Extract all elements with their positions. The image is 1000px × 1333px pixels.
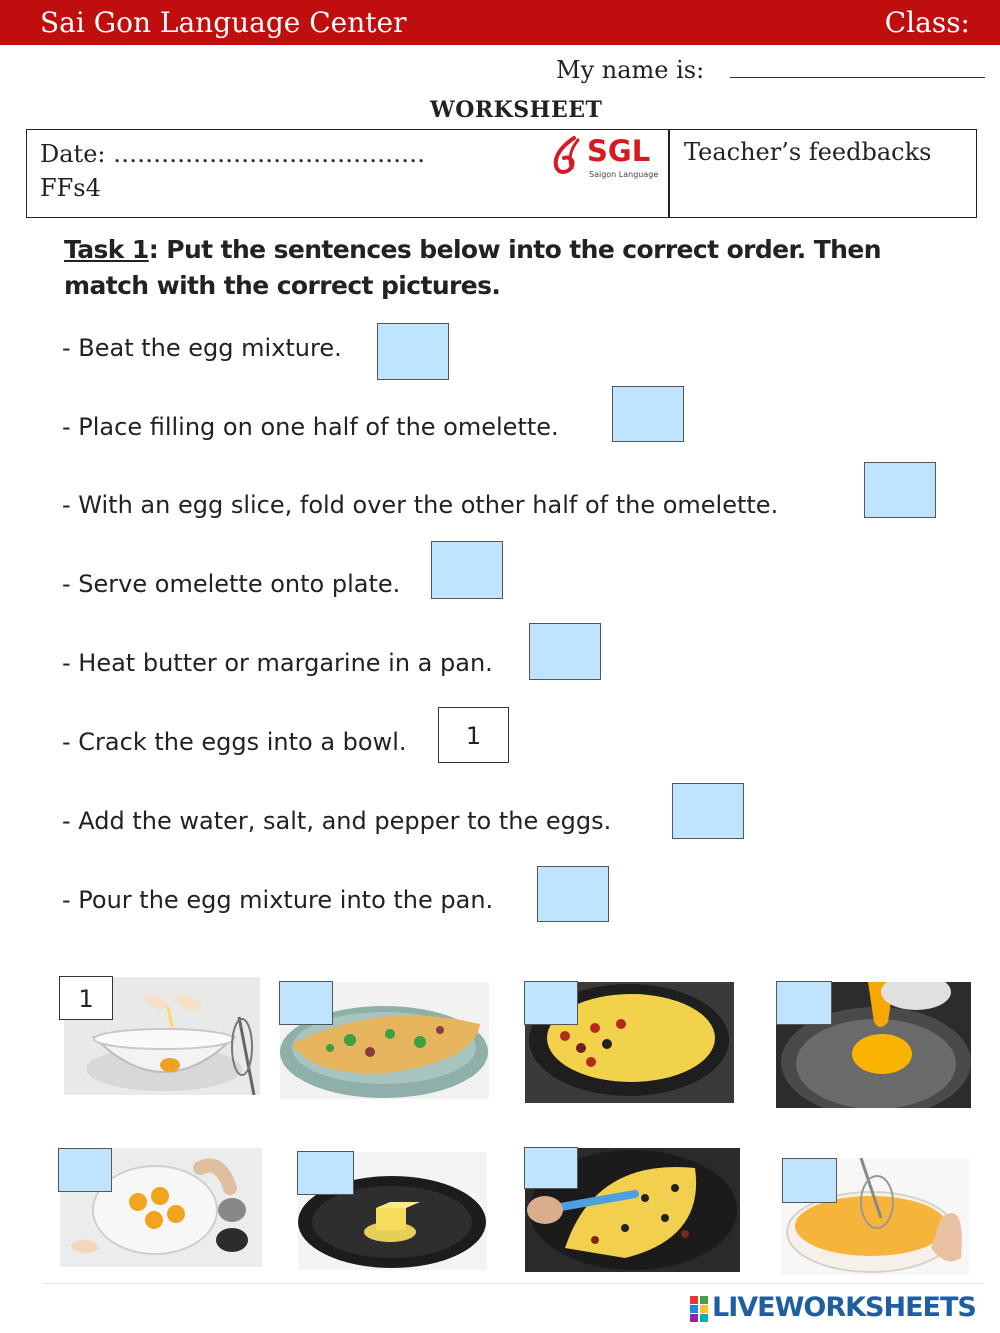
- sentence-3: - With an egg slice, fold over the other half of the omelette.: [62, 491, 779, 519]
- sentence-answer-box-8[interactable]: [537, 866, 609, 922]
- picture-answer-box-6[interactable]: [297, 1151, 354, 1195]
- picture-answer-box-4[interactable]: [776, 981, 832, 1025]
- liveworksheets-brand: LIVEWORKSHEETS: [712, 1292, 976, 1323]
- logo-text: SGL: [587, 134, 651, 168]
- picture-answer-box-5[interactable]: [58, 1148, 112, 1192]
- sentence-8: - Pour the egg mixture into the pan.: [62, 886, 494, 914]
- task-title: [64, 232, 944, 304]
- sentence-2: - Place filling on one half of the omelette.: [62, 413, 559, 441]
- feedback-label: Teacher’s feedbacks: [684, 138, 932, 166]
- center-name: Sai Gon Language Center: [40, 6, 407, 39]
- sentence-answer-box-7[interactable]: [672, 783, 744, 839]
- class-label: Class:: [884, 6, 970, 39]
- picture-answer-box-1[interactable]: 1: [59, 976, 113, 1020]
- task-instructions: : Put the sentences below into the correct order. Then match with the correct pictures.: [64, 235, 881, 300]
- sentence-answer-box-6[interactable]: 1: [438, 707, 509, 763]
- sentence-answer-box-5[interactable]: [529, 623, 601, 680]
- liveworksheets-logo-icon: [690, 1296, 708, 1322]
- picture-answer-box-8[interactable]: [782, 1158, 837, 1203]
- sentence-6: - Crack the eggs into a bowl.: [62, 728, 407, 756]
- footer-divider: [44, 1283, 984, 1284]
- picture-answer-box-2[interactable]: [279, 981, 333, 1025]
- date-field: Date: …………………………………: [40, 140, 426, 168]
- name-label: My name is:: [556, 56, 705, 84]
- sentence-answer-box-3[interactable]: [864, 462, 936, 518]
- sentence-answer-box-1[interactable]: [377, 323, 449, 380]
- picture-answer-box-7[interactable]: [524, 1147, 578, 1189]
- worksheet-title: WORKSHEET: [430, 97, 603, 123]
- task-number: Task 1: [64, 235, 149, 264]
- sentence-answer-box-2[interactable]: [612, 386, 684, 442]
- logo-subtitle: Saigon Language: [589, 170, 659, 179]
- sentence-4: - Serve omelette onto plate.: [62, 570, 401, 598]
- sentence-1: - Beat the egg mixture.: [62, 334, 342, 362]
- picture-answer-box-3[interactable]: [524, 981, 578, 1025]
- sentence-5: - Heat butter or margarine in a pan.: [62, 649, 493, 677]
- name-input-line[interactable]: [730, 77, 985, 78]
- sentence-7: - Add the water, salt, and pepper to the eggs.: [62, 807, 612, 835]
- sentence-answer-box-4[interactable]: [431, 541, 503, 599]
- class-code: FFs4: [40, 174, 101, 202]
